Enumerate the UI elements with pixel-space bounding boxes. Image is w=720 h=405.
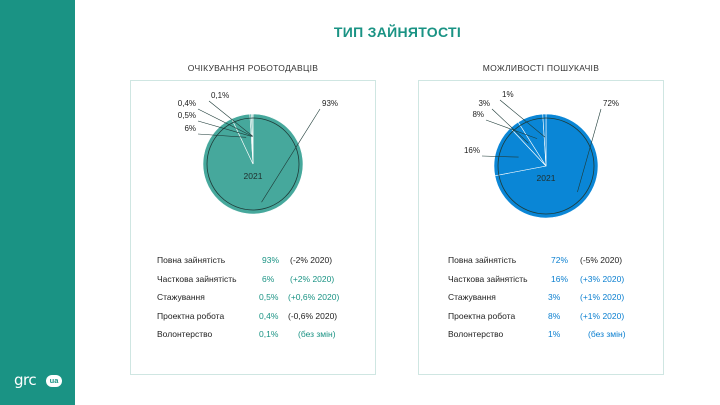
legend-change: (+2% 2020): [290, 273, 335, 284]
pie-label-1-3: 8%: [472, 110, 484, 119]
legend-change: (+0,6% 2020): [288, 292, 340, 302]
pie-center-label-1: 2021: [536, 173, 556, 183]
legend-value: 16%: [551, 273, 569, 284]
legend-change: (+1% 2020): [580, 310, 625, 321]
pie-label-0-4: 0,1%: [211, 91, 230, 100]
legend-change: (-0,6% 2020): [288, 310, 338, 321]
pie-label-0-0: 93%: [322, 99, 339, 108]
legend-value: 93%: [262, 255, 280, 265]
legend-row: [0, 254, 720, 266]
pie-label-0-1: 6%: [184, 124, 196, 133]
legend-value: 72%: [551, 255, 569, 265]
legend-label: Проектна робота: [448, 310, 516, 321]
legend-change: (+3% 2020): [580, 273, 625, 284]
legend-change: (+1% 2020): [580, 292, 625, 302]
pie-center-label-0: 2021: [243, 171, 263, 181]
legend-value: 0,5%: [259, 292, 279, 302]
legend-row: [0, 291, 720, 303]
legend-row: [0, 328, 720, 340]
legend-value: 3%: [548, 292, 561, 302]
legend-change: (без змін): [588, 329, 626, 339]
legend-label: Стажування: [448, 292, 496, 302]
legend-row: [0, 273, 720, 285]
legend-label: Часткова зайнятість: [157, 273, 237, 284]
legend-value: 6%: [262, 273, 275, 284]
pie-label-1-1: 16%: [463, 146, 480, 155]
legend-label: Повна зайнятість: [448, 255, 517, 265]
seekers-chart-title: МОЖЛИВОСТІ ПОШУКАЧІВ: [482, 63, 600, 73]
legend-label: Волонтерство: [157, 329, 213, 339]
legend-change: (-5% 2020): [580, 255, 623, 265]
legend-label: Повна зайнятість: [157, 255, 226, 265]
page-title: ТИП ЗАЙНЯТОСТІ: [333, 24, 462, 40]
legend-label: Стажування: [157, 292, 205, 302]
legend-label: Проектна робота: [157, 310, 225, 321]
pie-label-0-3: 0,4%: [177, 99, 196, 108]
legend-label: Часткова зайнятість: [448, 273, 528, 284]
legend-value: 8%: [548, 310, 561, 321]
grc-logo: grc: [14, 371, 37, 389]
legend-value: 1%: [548, 329, 561, 339]
legend-value: 0,1%: [259, 329, 279, 339]
legend-label: Волонтерство: [448, 329, 504, 339]
legend-row: [0, 310, 720, 322]
pie-label-1-0: 72%: [603, 99, 620, 108]
pie-label-1-2: 3%: [478, 99, 490, 108]
pie-label-1-4: 1%: [502, 90, 514, 99]
legend-change: (без змін): [298, 329, 336, 339]
ua-badge: ua: [46, 375, 62, 387]
legend-change: (-2% 2020): [290, 255, 333, 265]
pie-label-0-2: 0,5%: [177, 111, 196, 120]
legend-value: 0,4%: [259, 310, 279, 321]
employers-chart-title: ОЧІКУВАННЯ РОБОТОДАВЦІВ: [187, 63, 319, 73]
